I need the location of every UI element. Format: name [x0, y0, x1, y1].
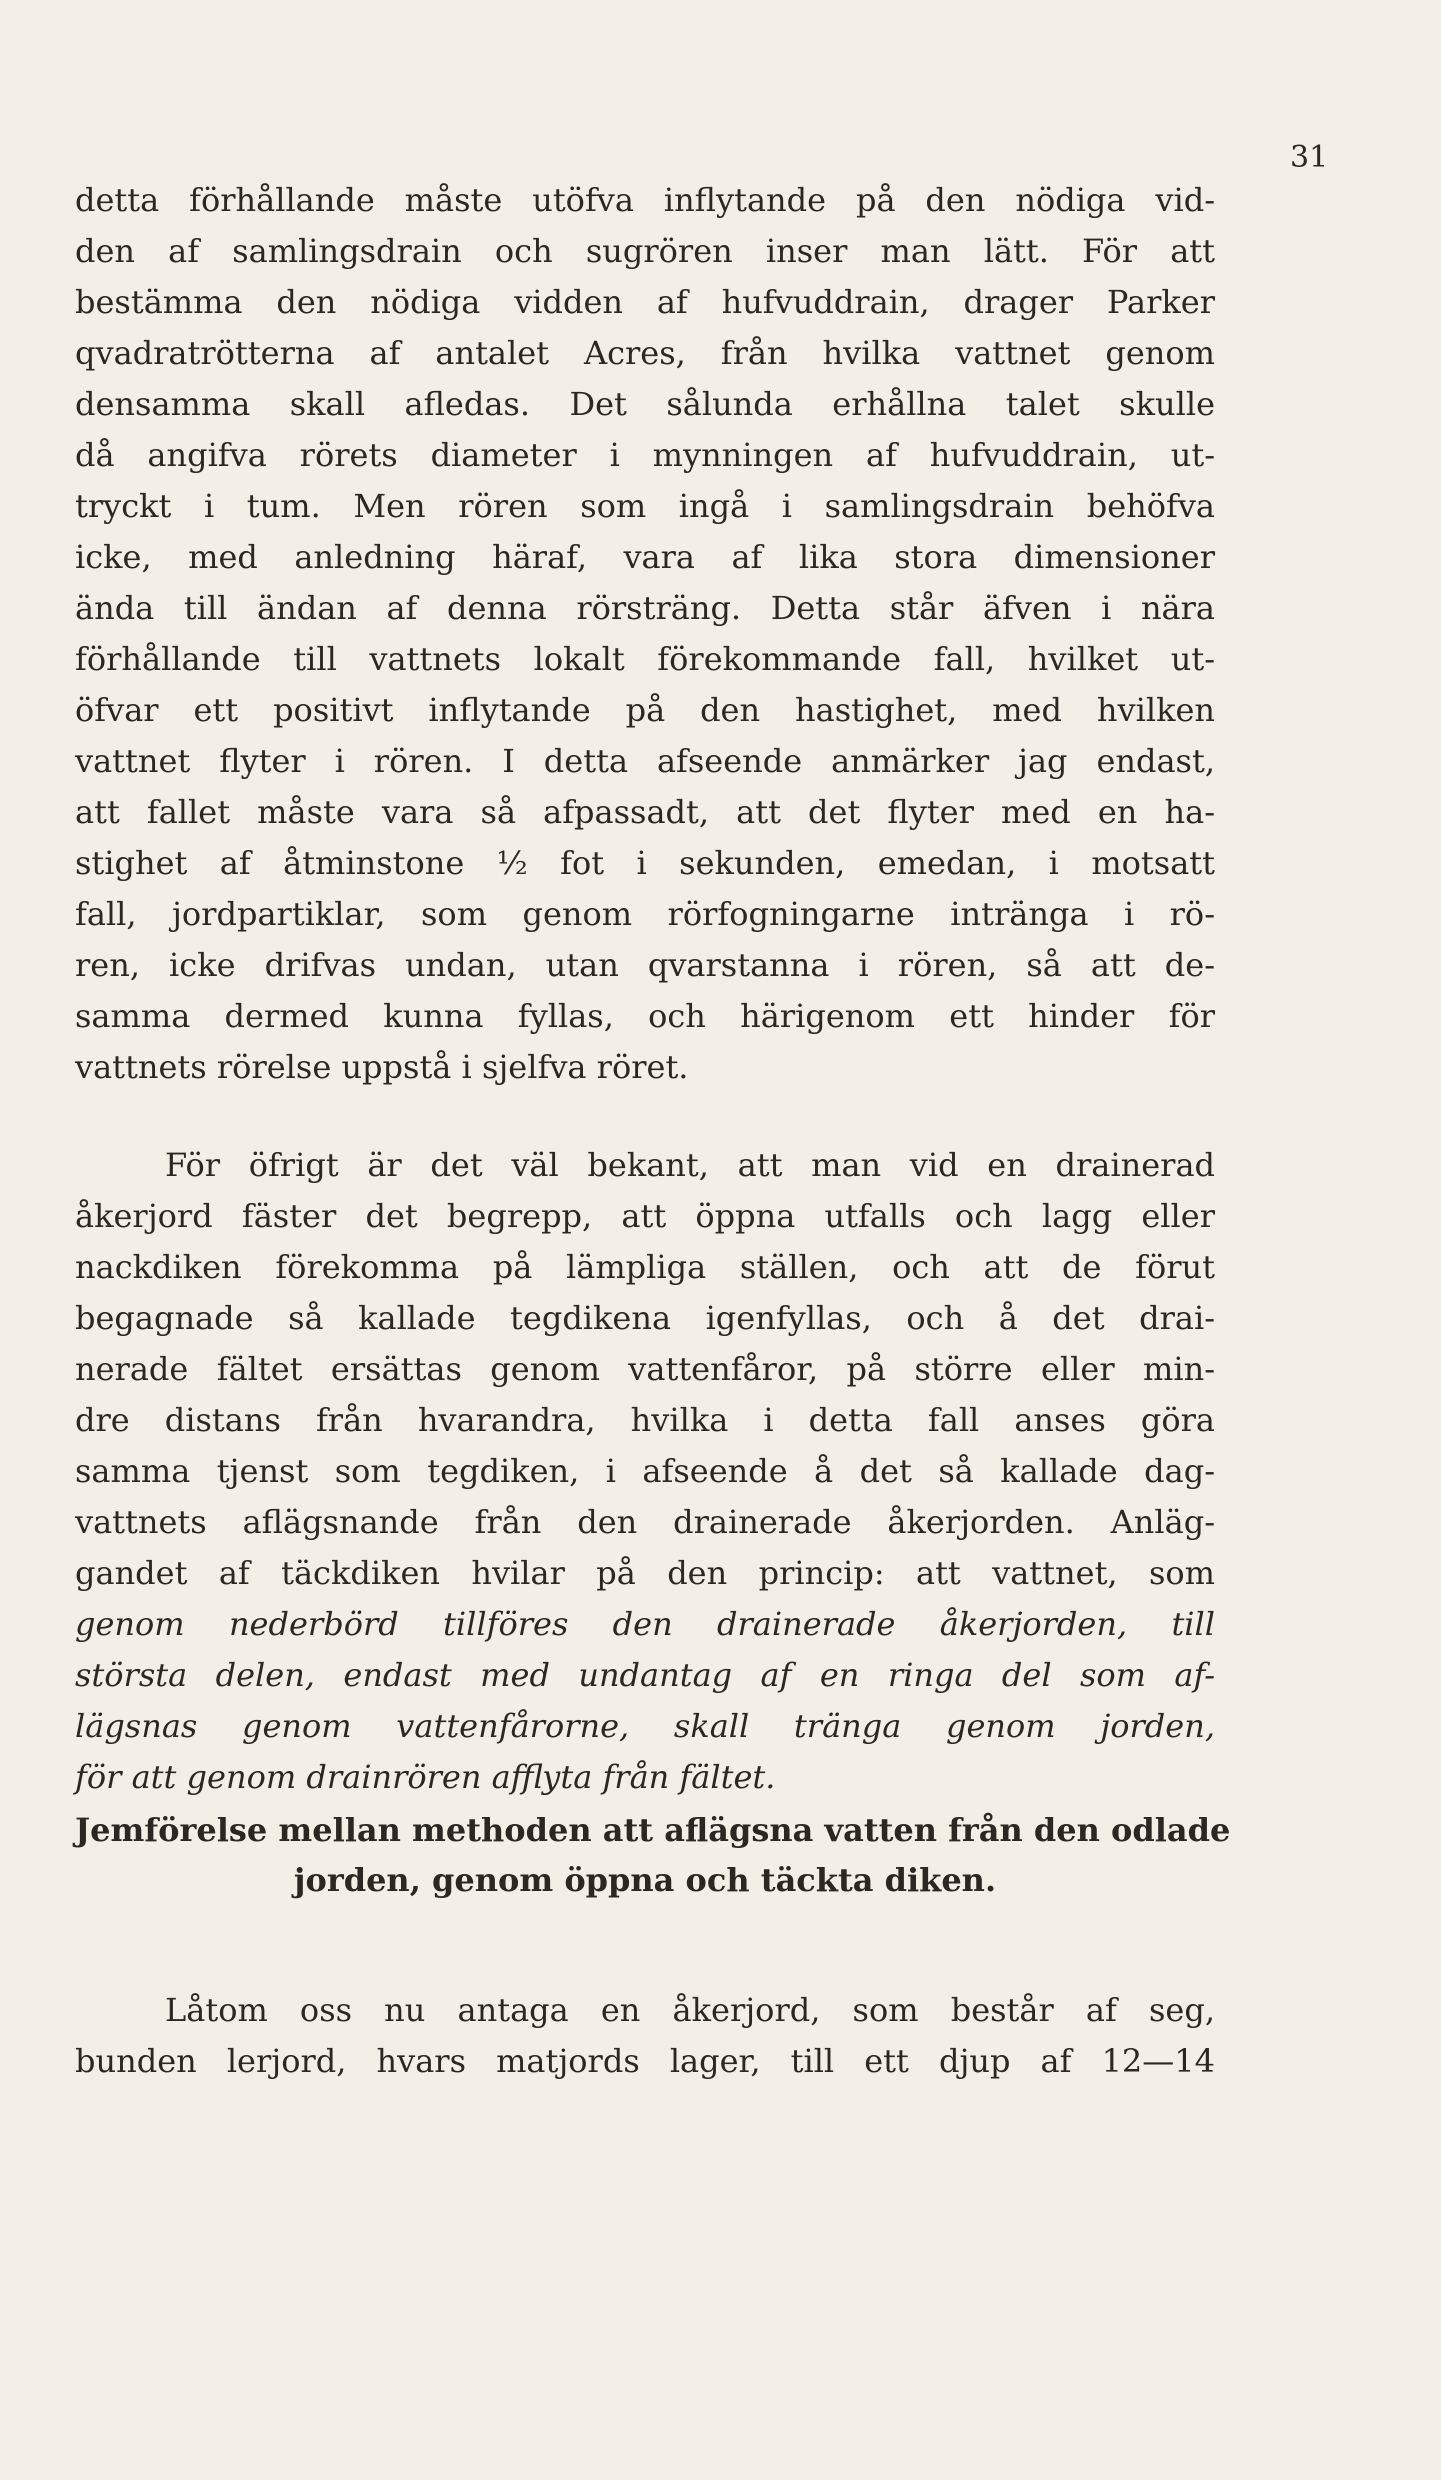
- text-line: vattnets rörelse uppstå i sjelfva röret.: [75, 1048, 689, 1086]
- text-line: den af samlingsdrain och sugrören inser man lätt. För att: [75, 232, 1215, 270]
- paragraph-2: [75, 1140, 1215, 1803]
- paragraph-1: [75, 175, 1215, 1093]
- text-line: vattnet flyter i rören. I detta afseende anmärker jag endast,: [75, 742, 1215, 780]
- text-line: begagnade så kallade tegdikena igenfyllas, och å det drai-: [75, 1299, 1215, 1337]
- text-line: vattnets aflägsnande från den drainerade åkerjorden. Anläg-: [75, 1503, 1215, 1541]
- text-line: detta förhållande måste utöfva inflytande på den nödiga vid-: [75, 181, 1215, 219]
- text-line: gandet af täckdiken hvilar på den princip: att vattnet, som: [75, 1554, 1215, 1592]
- text-line: samma tjenst som tegdiken, i afseende å det så kallade dag-: [75, 1452, 1215, 1490]
- text-line: stighet af åtminstone ½ fot i sekunden, emedan, i motsatt: [75, 844, 1215, 882]
- text-line: samma dermed kunna fyllas, och härigenom ett hinder för: [75, 997, 1215, 1035]
- text-line: ända till ändan af denna rörsträng. Detta står äfven i nära: [75, 589, 1215, 627]
- section-heading: [75, 1805, 1231, 1905]
- text-line: nerade fältet ersättas genom vattenfåror, på större eller min-: [75, 1350, 1215, 1388]
- text-line: bestämma den nödiga vidden af hufvuddrain, drager Parker: [75, 283, 1215, 321]
- text-line: genom nederbörd tillföres den drainerade åkerjorden, till: [75, 1605, 1215, 1643]
- text-line: åkerjord fäster det begrepp, att öppna utfalls och lagg eller: [75, 1197, 1215, 1235]
- text-line: förhållande till vattnets lokalt förekommande fall, hvilket ut-: [75, 640, 1215, 678]
- text-line: då angifva rörets diameter i mynningen af hufvuddrain, ut-: [75, 436, 1215, 474]
- text-line: öfvar ett positivt inflytande på den hastighet, med hvilken: [75, 691, 1215, 729]
- text-line: qvadratrötterna af antalet Acres, från hvilka vattnet genom: [75, 334, 1215, 372]
- text-line: tryckt i tum. Men rören som ingå i samlingsdrain behöfva: [75, 487, 1215, 525]
- text-line: största delen, endast med undantag af en ringa del som af-: [75, 1656, 1215, 1694]
- text-line: bunden lerjord, hvars matjords lager, till ett djup af 12—14: [75, 2042, 1215, 2080]
- text-line: densamma skall afledas. Det sålunda erhållna talet skulle: [75, 385, 1215, 423]
- page-number: 31: [1290, 140, 1329, 175]
- text-line: Låtom oss nu antaga en åkerjord, som består af seg,: [165, 1991, 1215, 2029]
- text-line: icke, med anledning häraf, vara af lika stora dimensioner: [75, 538, 1215, 576]
- text-line: fall, jordpartiklar, som genom rörfogningarne intränga i rö-: [75, 895, 1215, 933]
- text-line: ren, icke drifvas undan, utan qvarstanna i rören, så att de-: [75, 946, 1215, 984]
- text-line: för att genom drainrören afflyta från fältet.: [75, 1758, 776, 1796]
- text-line: att fallet måste vara så afpassadt, att det flyter med en ha-: [75, 793, 1215, 831]
- text-line: lägsnas genom vattenfårorne, skall tränga genom jorden,: [75, 1707, 1215, 1745]
- text-line: nackdiken förekomma på lämpliga ställen, och att de förut: [75, 1248, 1215, 1286]
- paragraph-3: [75, 1985, 1215, 2087]
- heading-line: jorden, genom öppna och täckta diken.: [293, 1861, 997, 1899]
- text-line: dre distans från hvarandra, hvilka i detta fall anses göra: [75, 1401, 1215, 1439]
- text-line: För öfrigt är det väl bekant, att man vid en drainerad: [165, 1146, 1215, 1184]
- heading-line: Jemförelse mellan methoden att aflägsna vatten från den odlade: [75, 1811, 1231, 1849]
